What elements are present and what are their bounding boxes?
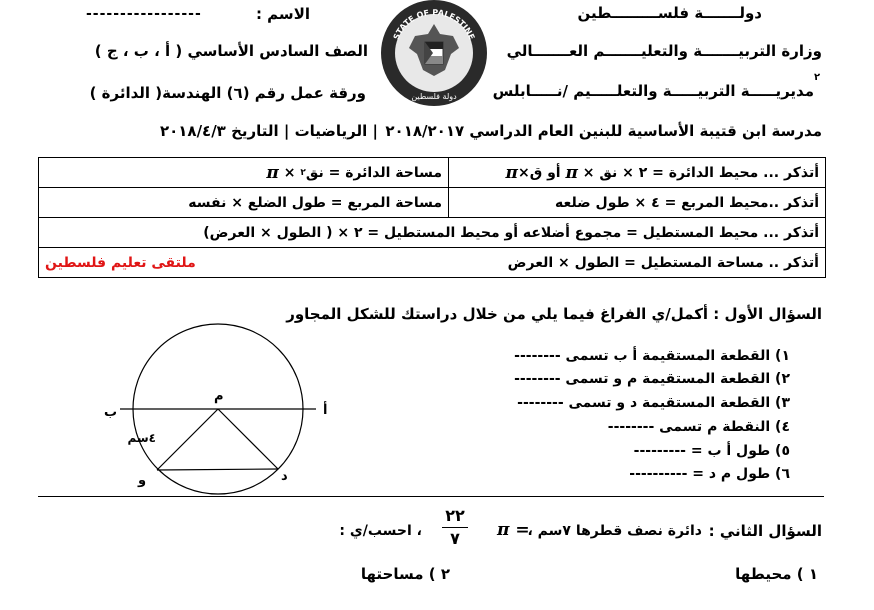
q1-item-6: ٦) طول م د = ----------: [629, 466, 790, 482]
palestine-seal-logo: [381, 0, 487, 106]
question-1-line: [286, 305, 822, 323]
question-2-text-a: دائرة نصف قطرها ٧سم ،: [527, 523, 702, 539]
reminders-table: [38, 157, 826, 278]
reminder-row-square: [39, 188, 825, 218]
reminder-row-circle: [39, 158, 825, 188]
q1-item-4: ٤) النقطة م تسمى --------: [607, 419, 790, 435]
question-2-pi-equals: π =: [497, 520, 530, 540]
reminder-row-rectangle-perimeter: [39, 218, 825, 248]
ministry-name: وزارة التربيـــــــة والتعليـــــــم العـــــــالي: [506, 42, 822, 60]
directorate-name: مديريـــــة التربيـــــة والتعلـــــيم /نـــــابلس: [492, 82, 814, 100]
radius-length-label: ٤سم: [127, 431, 156, 445]
rectangle-perimeter-cell: [39, 218, 825, 247]
chord-line-dw: [157, 469, 278, 470]
student-name-label: الاسم :: [255, 5, 310, 23]
subject-date-line: | الرياضيات | التاريخ ٢٠١٨/٤/٣: [159, 122, 378, 140]
q1-item-2: ٢) القطعة المستقيمة م و تسمى --------: [514, 371, 790, 387]
q1-item-5: ٥) طول أ ب = ---------: [633, 443, 790, 459]
question-2-sub-2: ٢ ) مساحتها: [360, 565, 450, 583]
square-area-cell: [39, 188, 448, 217]
seal-ring-text: [381, 0, 487, 106]
reminder-row-rectangle-area: [39, 248, 825, 277]
question-2-text-b: ، احسب/ي :: [339, 523, 422, 539]
circle-figure: [100, 322, 360, 502]
point-m-label: م: [214, 389, 224, 404]
source-watermark: ملتقى تعليم فلسطين: [45, 254, 196, 271]
rectangle-area-text: أتذكر .. مساحة المستطيل = الطول × العرض: [507, 254, 819, 271]
square-perimeter-text: أتذكر ..محيط المربع = ٤ × طول ضلعه: [555, 194, 819, 211]
pi-symbol: π: [266, 162, 279, 183]
state-name: دولـــــــة فلســـــــــطين: [577, 4, 762, 22]
pi-symbol: π: [505, 162, 518, 183]
radius-line-mw: [157, 409, 218, 470]
point-d-label: د: [281, 469, 288, 484]
student-name-blank[interactable]: -----------------: [86, 6, 202, 22]
school-year-line: مدرسة ابن قتيبة الأساسية للبنين العام الدراسي ٢٠١٨/٢٠١٧: [385, 122, 822, 140]
fraction-numerator: ٢٢: [445, 506, 465, 525]
fraction-denominator: ٧: [450, 529, 460, 548]
cell-divider: [448, 188, 449, 217]
square-perimeter-cell: [449, 188, 825, 217]
svg-text:دولة فلسطين: دولة فلسطين: [411, 92, 457, 101]
circle-perimeter-text: أتذكر ... محيط الدائرة = ٢ × نق ×: [582, 164, 819, 181]
radius-line-md: [218, 409, 278, 469]
page-divider: [38, 496, 824, 497]
question-1-prompt: أكمل/ي الفراغ فيما يلي من خلال دراستك للشكل المجاور: [286, 305, 709, 323]
worksheet-title: ورقة عمل رقم (٦) الهندسة( الدائرة ): [89, 84, 366, 102]
fraction-bar: [442, 527, 468, 528]
svg-text:STATE OF PALESTINE: STATE OF PALESTINE: [391, 7, 477, 42]
circle-perimeter-cell: [449, 158, 825, 187]
times-sign: ×: [283, 164, 296, 181]
directorate-number: ٢: [814, 72, 821, 83]
point-w-label: و: [138, 473, 147, 488]
squared-sup: ٢: [300, 167, 306, 178]
question-1-title: السؤال الأول :: [708, 305, 822, 323]
circle-area-text: مساحة الدائرة = نق: [305, 164, 442, 181]
square-area-text: مساحة المربع = طول الضلع × نفسه: [188, 194, 442, 211]
fraction: [440, 506, 470, 549]
pi-symbol: π: [565, 162, 578, 183]
point-b-label: ب: [104, 405, 118, 420]
q1-item-1: ١) القطعة المستقيمة أ ب تسمى --------: [514, 348, 790, 364]
watermark-cell: [39, 248, 405, 277]
point-a-label: أ: [323, 403, 328, 418]
cell-divider: [448, 158, 449, 187]
grade-label: الصف السادس الأساسي ( أ ، ب ، ج ): [94, 42, 368, 60]
rectangle-perimeter-text: أتذكر ... محيط المستطيل = مجموع أضلاعه أو محيط المستطيل = ٢ × ( الطول × العرض): [203, 224, 819, 241]
q1-item-3: ٣) القطعة المستقيمة د و تسمى --------: [517, 395, 790, 411]
question-2-sub-1: ١ ) محيطها: [735, 565, 818, 583]
circle-area-cell: [39, 158, 448, 187]
rectangle-area-cell: [405, 248, 825, 277]
circle-perimeter-alt: أو ق×: [517, 164, 561, 181]
question-2-title: السؤال الثاني :: [708, 522, 822, 540]
